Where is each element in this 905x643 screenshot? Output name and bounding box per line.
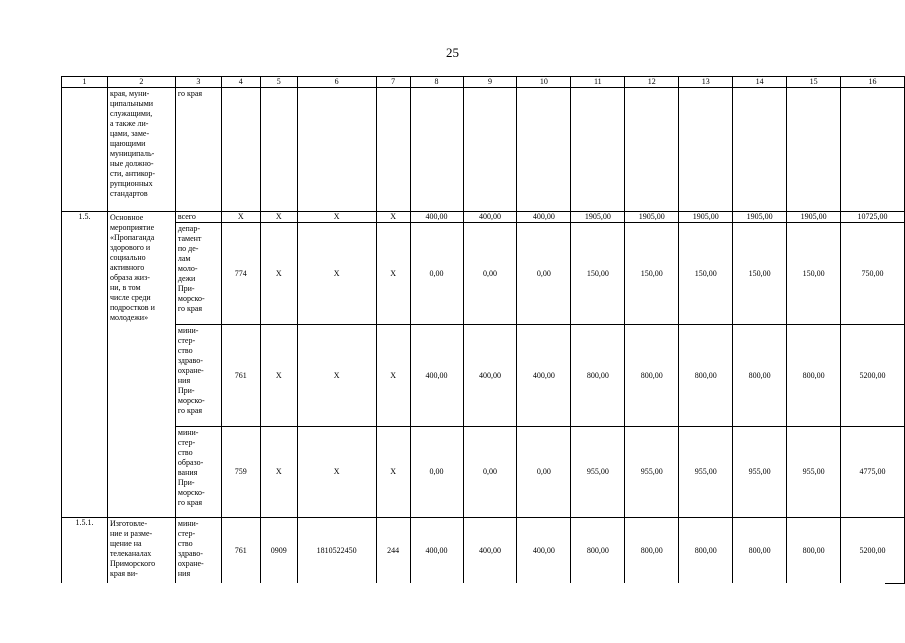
value-cell: X (260, 223, 297, 325)
executor: го края (175, 88, 221, 212)
table-row-total (62, 212, 905, 223)
value-cell: X (297, 427, 376, 518)
value-cell: X (376, 212, 410, 223)
value-cell: 0909 (260, 518, 297, 584)
activity-name: Изготовле- ние и разме- щение на телеканалах Приморского края ви- (107, 518, 175, 584)
value-cell: 400,00 (410, 518, 463, 584)
value-cell: 1905,00 (679, 212, 733, 223)
value-cell: 4775,00 (841, 427, 905, 518)
page-cutoff (61, 583, 885, 643)
value-cell: 0,00 (517, 427, 571, 518)
row-number: 1.5. (62, 212, 108, 518)
value-cell: 150,00 (787, 223, 841, 325)
column-header: 7 (376, 77, 410, 88)
value-cell: 150,00 (625, 223, 679, 325)
value-cell: X (297, 223, 376, 325)
column-header: 16 (841, 77, 905, 88)
value-cell: 5200,00 (841, 518, 905, 584)
value-cell: 800,00 (625, 325, 679, 427)
table-row (62, 88, 905, 212)
column-header: 8 (410, 77, 463, 88)
value-cell: X (260, 212, 297, 223)
value-cell: X (297, 212, 376, 223)
value-cell: 10725,00 (841, 212, 905, 223)
table-row (62, 518, 905, 584)
value-cell: 800,00 (679, 325, 733, 427)
executor: мини- стер- ство образо- вания При- морско- го края (175, 427, 221, 518)
header-row (62, 77, 905, 88)
value-cell: 1905,00 (733, 212, 787, 223)
table-row (62, 223, 905, 325)
value-cell: 955,00 (679, 427, 733, 518)
value-cell: X (376, 223, 410, 325)
column-header: 11 (571, 77, 625, 88)
value-cell: 800,00 (679, 518, 733, 584)
executor: мини- стер- ство здраво- охране- ния (175, 518, 221, 584)
column-header: 6 (297, 77, 376, 88)
table-row (62, 427, 905, 518)
value-cell: 800,00 (571, 325, 625, 427)
value-cell: 0,00 (410, 223, 463, 325)
value-cell: X (376, 427, 410, 518)
value-cell: 800,00 (787, 518, 841, 584)
row-number: 1.5.1. (62, 518, 108, 584)
column-header: 1 (62, 77, 108, 88)
value-cell: 1905,00 (571, 212, 625, 223)
column-header: 2 (107, 77, 175, 88)
value-cell: 800,00 (571, 518, 625, 584)
value-cell: 1810522450 (297, 518, 376, 584)
column-header: 12 (625, 77, 679, 88)
value-cell: 400,00 (410, 212, 463, 223)
value-cell: 955,00 (625, 427, 679, 518)
table-row (62, 325, 905, 427)
value-cell: X (221, 212, 260, 223)
value-cell: 1905,00 (787, 212, 841, 223)
value-cell: 759 (221, 427, 260, 518)
column-header: 15 (787, 77, 841, 88)
value-cell: 800,00 (625, 518, 679, 584)
value-cell: X (260, 325, 297, 427)
value-cell: X (297, 325, 376, 427)
value-cell: 955,00 (787, 427, 841, 518)
value-cell: 400,00 (463, 518, 517, 584)
value-cell: 955,00 (571, 427, 625, 518)
value-cell: 400,00 (463, 212, 517, 223)
activity-name: Основное мероприятие «Пропаганда здорового и социально активного образа жиз- ни, в том числе среди подростков и молодежи» (107, 212, 175, 518)
value-cell: 0,00 (463, 427, 517, 518)
value-cell: 400,00 (517, 212, 571, 223)
executor: мини- стер- ство здраво- охране- ния При- морско- го края (175, 325, 221, 427)
row-number (62, 88, 108, 212)
page-number: 25 (446, 45, 459, 60)
executor: депар- тамент по де- лам моло- дежи При- морско- го края (175, 223, 221, 325)
budget-table (61, 76, 905, 584)
column-header: 5 (260, 77, 297, 88)
value-cell: 0,00 (517, 223, 571, 325)
value-cell: 5200,00 (841, 325, 905, 427)
value-cell: 761 (221, 518, 260, 584)
column-header: 13 (679, 77, 733, 88)
value-cell: 0,00 (410, 427, 463, 518)
value-cell: 761 (221, 325, 260, 427)
value-cell: 800,00 (733, 518, 787, 584)
value-cell: X (376, 325, 410, 427)
value-cell: 400,00 (410, 325, 463, 427)
value-cell: 800,00 (787, 325, 841, 427)
value-cell: 400,00 (463, 325, 517, 427)
column-header: 3 (175, 77, 221, 88)
value-cell: 774 (221, 223, 260, 325)
value-cell: 955,00 (733, 427, 787, 518)
value-cell: 1905,00 (625, 212, 679, 223)
value-cell: 800,00 (733, 325, 787, 427)
value-cell: 150,00 (679, 223, 733, 325)
value-cell: 400,00 (517, 325, 571, 427)
column-header: 4 (221, 77, 260, 88)
column-header: 14 (733, 77, 787, 88)
value-cell: 400,00 (517, 518, 571, 584)
value-cell: 750,00 (841, 223, 905, 325)
activity-name: края, муни- ципальными служащими, а также ли- цами, заме- щающими муниципаль- ные должно- сти, антикор- рупционных стандартов (107, 88, 175, 212)
value-cell: 0,00 (463, 223, 517, 325)
value-cell: 244 (376, 518, 410, 584)
value-cell: всего (175, 212, 221, 223)
value-cell: 150,00 (733, 223, 787, 325)
value-cell: 150,00 (571, 223, 625, 325)
column-header: 10 (517, 77, 571, 88)
column-header: 9 (463, 77, 517, 88)
value-cell: X (260, 427, 297, 518)
